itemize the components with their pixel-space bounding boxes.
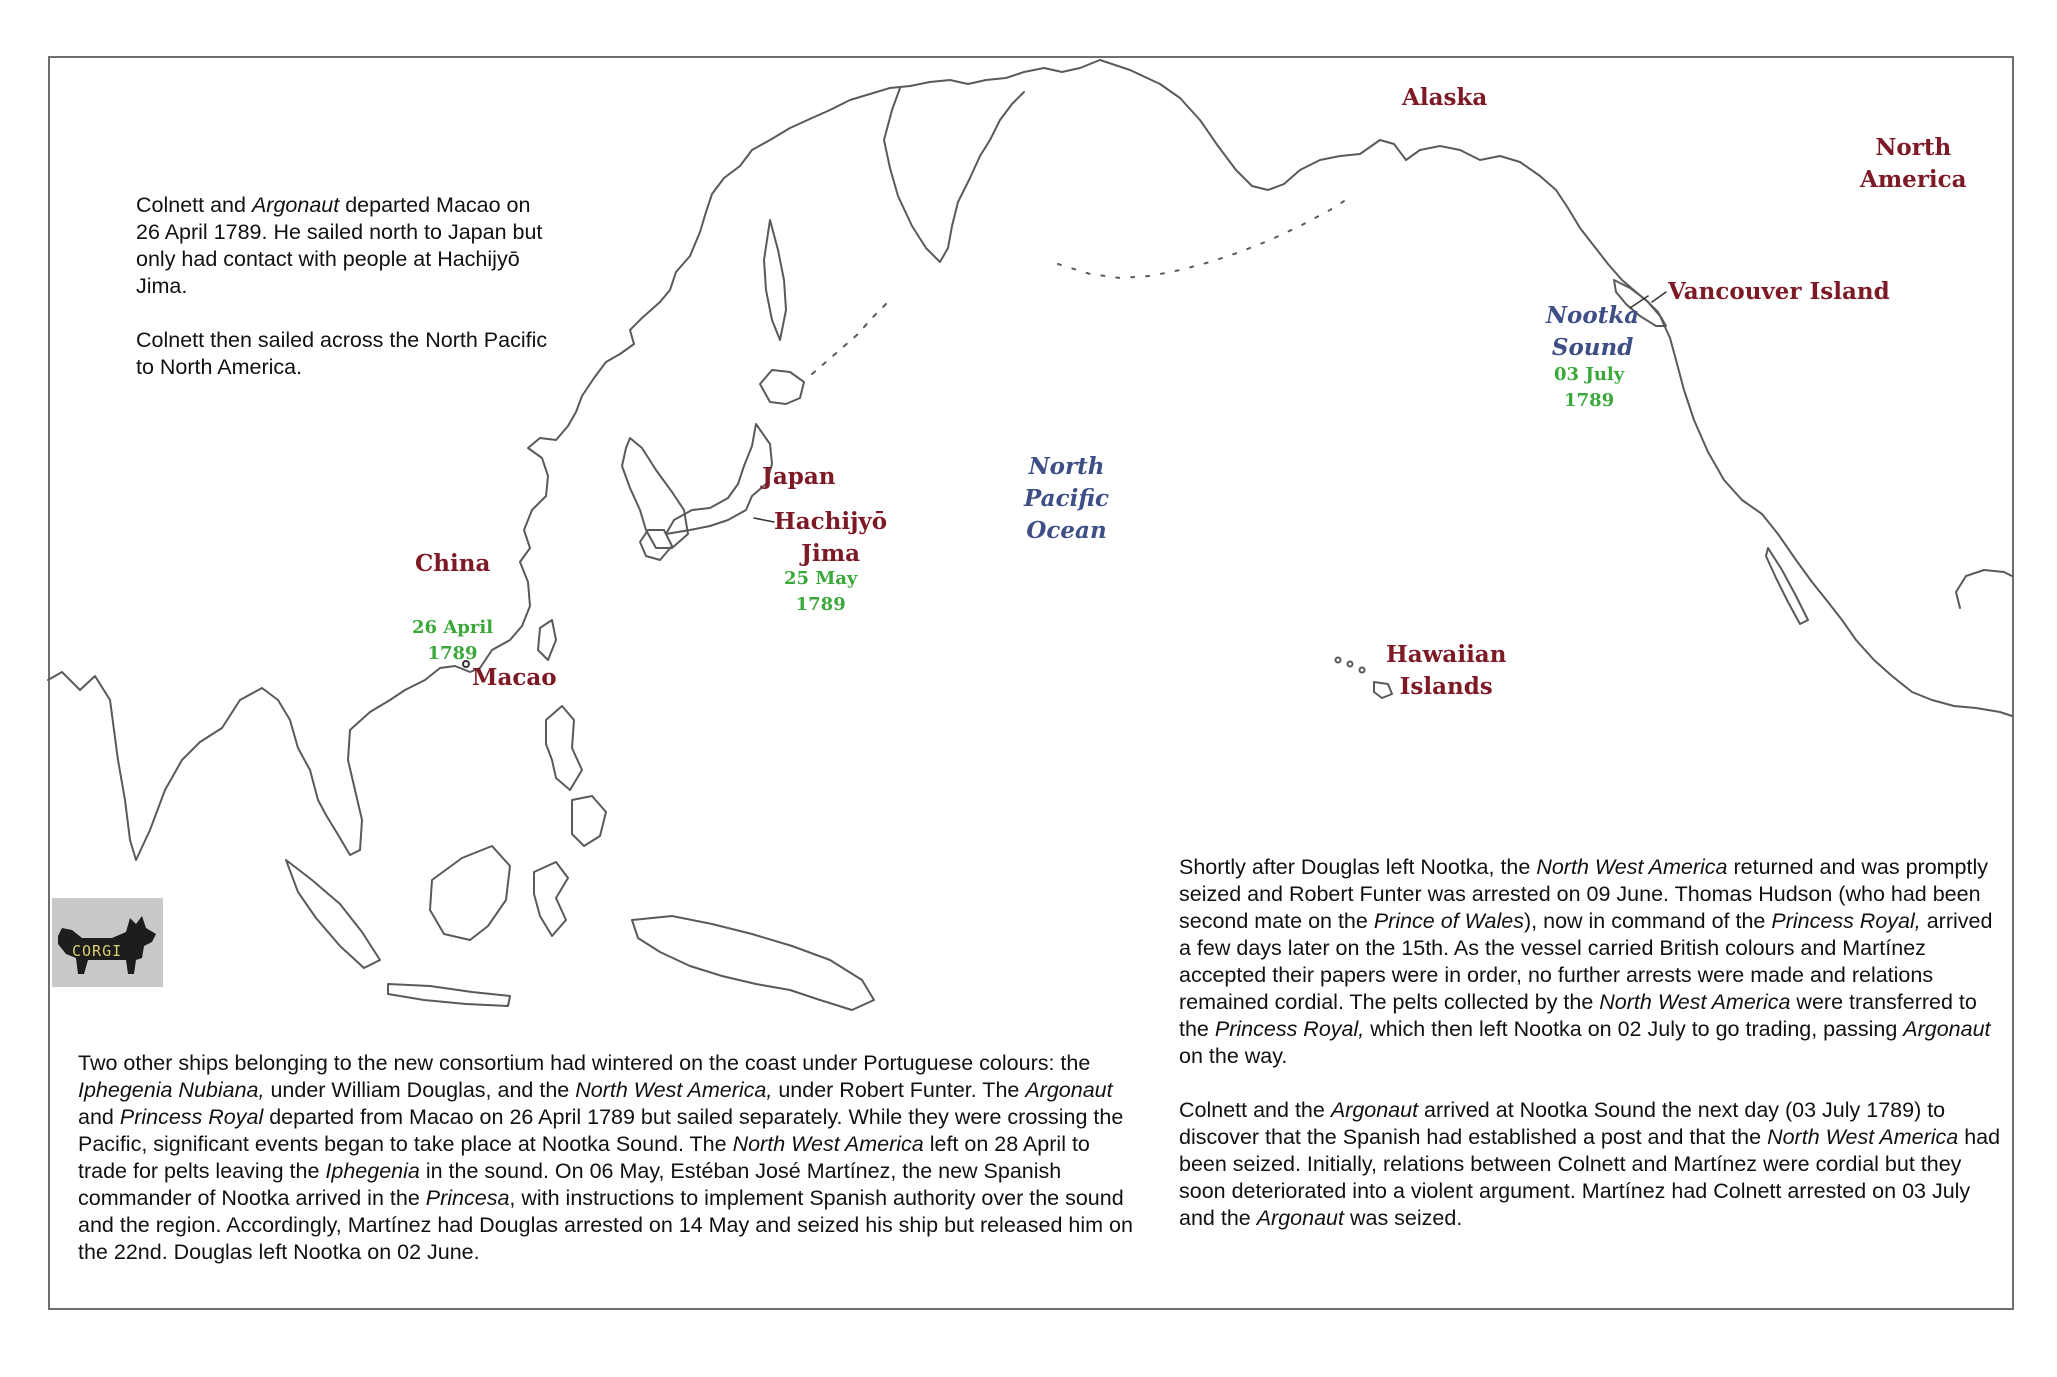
mexico-coast: [1956, 570, 2012, 608]
text-run: were transferred to the: [1179, 990, 1977, 1041]
label-nootka-sound: [1546, 300, 1639, 364]
text-run: , with instructions to implement Spanish authority over the sound and the region. Accordingly, Martínez had Douglas arrested on 14 May and seized his ship but released him on the 22nd. Douglas left Nootka on 02 June.: [78, 1186, 1133, 1264]
label-hachijo-line2: Jima: [801, 540, 860, 567]
italic-text: Prince of Wales: [1373, 909, 1524, 933]
java: [388, 984, 510, 1006]
italic-text: North West America: [1599, 990, 1791, 1014]
new-guinea: [632, 916, 874, 1010]
label-north-america-line2: America: [1860, 166, 1967, 193]
italic-text: North West America: [1767, 1125, 1959, 1149]
italic-text: Princess Royal: [119, 1105, 264, 1129]
text-run: on the way.: [1179, 1044, 1288, 1068]
text-run: Shortly after Douglas left Nootka, the: [1179, 855, 1537, 879]
date-hachijo: [784, 566, 857, 618]
asia-coastline: [48, 60, 1100, 860]
hawaii-islet: [1348, 662, 1353, 667]
label-nootka-line1: Nootka: [1546, 302, 1640, 329]
text-run: Colnett and the: [1179, 1098, 1331, 1122]
label-ocean-line1: North: [1028, 453, 1105, 480]
date-macao: [412, 615, 493, 667]
text-run: in the sound. On 06 May, Estéban José Martínez, the new Spanish commander of Nootka arrived in the: [78, 1159, 1062, 1210]
sumatra: [286, 860, 380, 968]
text-run: under Robert Funter. The: [772, 1078, 1026, 1102]
italic-text: Princess Royal,: [1214, 1017, 1365, 1041]
italic-text: North West America: [732, 1132, 924, 1156]
text-run: under William Douglas, and the: [264, 1078, 576, 1102]
text-run: Colnett then sailed across the North Pacific to North America.: [136, 328, 548, 379]
italic-text: Argonaut: [1903, 1017, 1991, 1041]
italic-text: Argonaut: [1025, 1078, 1113, 1102]
logo-text: CORGI: [72, 942, 123, 960]
label-hawaii-line2: Islands: [1399, 673, 1493, 700]
label-vancouver-island: Vancouver Island: [1668, 278, 1890, 305]
italic-text: Argonaut: [1256, 1206, 1344, 1230]
text-run: departed Macao on 26 April 1789. He sailed north to Japan but only had contact with people at Hachijyō Jima.: [136, 193, 543, 298]
date-nootka-line2: 1789: [1564, 390, 1615, 411]
label-hachijo-line1: Hachijyō: [774, 508, 888, 535]
italic-text: Argonaut: [1330, 1098, 1419, 1122]
text-run: arrived a few days later on the 15th. As the vessel carried British colours and Martínez accepted their papers were in order, no further arrests were made and relations remained cordial. The pelts collected by the: [1179, 909, 1993, 1014]
japan-kyushu: [640, 530, 672, 560]
label-ocean-line3: Ocean: [1026, 517, 1107, 544]
text-run: which then left Nootka on 02 July to go trading, passing: [1364, 1017, 1904, 1041]
note-bottom-right-p1: [1179, 854, 2009, 1070]
text-run: and: [78, 1105, 120, 1129]
date-hachijo-line1: 25 May: [784, 568, 858, 589]
date-macao-line2: 1789: [427, 643, 478, 664]
label-nootka-line2: Sound: [1551, 334, 1634, 361]
italic-text: Argonaut: [251, 193, 340, 217]
label-macao: Macao: [472, 664, 557, 691]
italic-text: Iphegenia: [325, 1159, 420, 1183]
text-run: was seized.: [1343, 1206, 1463, 1230]
philippines: [546, 706, 606, 846]
taiwan: [538, 620, 556, 660]
date-nootka: [1554, 362, 1624, 414]
italic-text: Iphegenia Nubiana,: [78, 1078, 265, 1102]
vancouver-pointer: [1652, 292, 1666, 302]
sakhalin: [764, 220, 786, 340]
text-run: departed from Macao on 26 April 1789 but sailed separately. While they were crossing the Pacific, significant events began to take place at Nootka Sound. The: [78, 1105, 1124, 1156]
hawaii-islet: [1360, 668, 1365, 673]
label-north-america-line1: North: [1875, 134, 1952, 161]
text-run: ), now in command of the: [1524, 909, 1772, 933]
date-macao-line1: 26 April: [412, 617, 494, 638]
baja-california: [1766, 548, 1808, 624]
note-bottom-right: [1179, 854, 2009, 1232]
note-top-left: [136, 192, 556, 381]
corgi-logo: [52, 898, 163, 987]
kuril-islands: [812, 304, 886, 374]
label-north-pacific-ocean: [1024, 451, 1109, 547]
italic-text: North West America: [1536, 855, 1728, 879]
kamchatka: [884, 88, 1024, 262]
label-hawaiian-islands: [1386, 639, 1506, 703]
note-bottom-left: [78, 1050, 1138, 1266]
italic-text: Princesa: [425, 1186, 510, 1210]
text-run: Colnett and: [136, 193, 252, 217]
italic-text: North West America,: [575, 1078, 773, 1102]
italic-text: Princess Royal,: [1771, 909, 1921, 933]
aleutian-islands: [1058, 196, 1352, 278]
label-hawaii-line1: Hawaiian: [1386, 641, 1507, 668]
note-top-left-p1: [136, 192, 556, 300]
date-nootka-line1: 03 July: [1554, 364, 1625, 385]
borneo: [430, 846, 510, 940]
label-alaska: Alaska: [1402, 84, 1488, 111]
japan-honshu: [666, 424, 772, 534]
note-top-left-p2: [136, 327, 556, 381]
label-ocean-line2: Pacific: [1024, 485, 1110, 512]
japan-hokkaido: [760, 370, 804, 404]
label-hachijo-jima: [774, 506, 887, 570]
label-china: China: [415, 550, 491, 577]
text-run: left on 28 April to trade for pelts leaving the: [78, 1132, 1090, 1183]
text-run: returned and was promptly seized and Robert Funter was arrested on 09 June. Thomas Hudson (who had been second mate on the: [1179, 855, 1989, 933]
text-run: Two other ships belonging to the new consortium had wintered on the coast under Portuguese colours: the: [78, 1051, 1091, 1075]
label-north-america: [1860, 132, 1967, 196]
label-japan: Japan: [762, 463, 836, 490]
hawaii-islet: [1336, 658, 1341, 663]
date-hachijo-line2: 1789: [795, 594, 846, 615]
note-bottom-right-p2: [1179, 1097, 2009, 1232]
text-run: had been seized. Initially, relations between Colnett and Martínez were cordial but they soon deteriorated into a violent argument. Martínez had Colnett arrested on 03 July and the: [1179, 1125, 2001, 1230]
sulawesi: [534, 862, 568, 936]
note-bottom-left-p1: [78, 1050, 1138, 1266]
hachijo-pointer: [754, 518, 774, 522]
text-run: arrived at Nootka Sound the next day (03 July 1789) to discover that the Spanish had established a post and that the: [1179, 1098, 1946, 1149]
